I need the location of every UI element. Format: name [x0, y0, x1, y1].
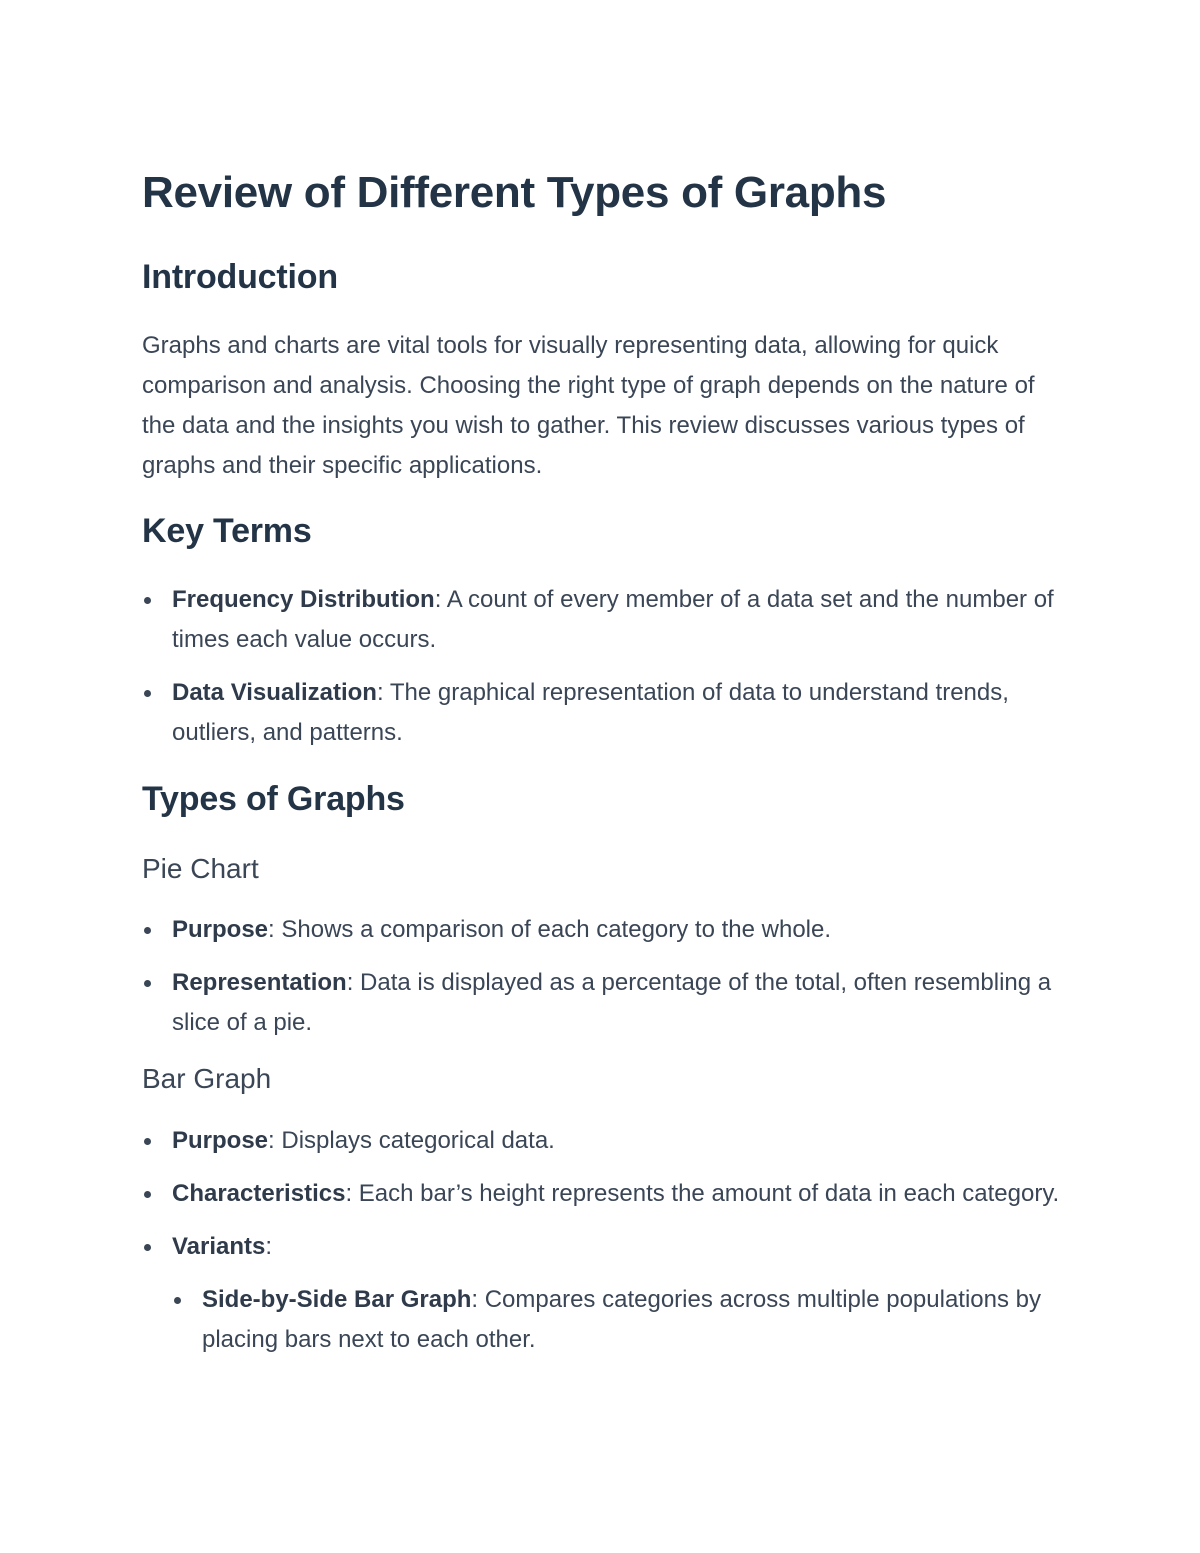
- term-label: Frequency Distribution: [172, 586, 435, 613]
- key-terms-heading: Key Terms: [142, 512, 312, 550]
- list-item: [142, 910, 1072, 950]
- list-item: [142, 963, 1072, 1043]
- term-label: Representation: [172, 969, 347, 996]
- term-definition: : The graphical representation of data to understand trends, outliers, and patterns.: [172, 679, 1009, 746]
- introduction-paragraph: Graphs and charts are vital tools for visually representing data, allowing for quick comparison and analysis. Choosing the right type of graph depends on the nature of the data and the insights you wish to gather. This review discusses various types of graphs and their specific applications.: [142, 332, 1035, 479]
- term-definition: :: [265, 1233, 273, 1260]
- bar-graph-heading: Bar Graph: [142, 1063, 272, 1094]
- term-definition: : Each bar’s height represents the amount of data in each category.: [345, 1180, 1060, 1207]
- variants-list: [172, 1280, 1072, 1360]
- term-definition: : Shows a comparison of each category to the whole.: [268, 916, 832, 943]
- term-label: Purpose: [172, 1127, 269, 1154]
- term-definition: : Data is displayed as a percentage of the total, often resembling a slice of a pie.: [172, 969, 1052, 1036]
- term-definition: : Compares categories across multiple populations by placing bars next to each other.: [202, 1286, 1042, 1353]
- list-item: [142, 1227, 1072, 1360]
- term-definition: : A count of every member of a data set and the number of times each value occurs.: [172, 586, 1054, 653]
- document-title: Review of Different Types of Graphs: [142, 168, 887, 217]
- term-label: Side-by-Side Bar Graph: [202, 1286, 472, 1313]
- term-label: Purpose: [172, 916, 269, 943]
- term-definition: : Displays categorical data.: [268, 1127, 555, 1154]
- term-label: Data Visualization: [172, 679, 377, 706]
- key-terms-list: [142, 580, 1072, 766]
- introduction-heading: Introduction: [142, 258, 338, 296]
- term-label: Variants: [172, 1233, 266, 1260]
- pie-chart-list: [142, 910, 1072, 1056]
- pie-chart-heading: Pie Chart: [142, 853, 259, 884]
- list-item: [142, 580, 1072, 660]
- list-item: [142, 1121, 1072, 1161]
- term-label: Characteristics: [172, 1180, 346, 1207]
- list-item: [142, 1174, 1072, 1214]
- bar-graph-list: [142, 1121, 1072, 1373]
- list-item: [172, 1280, 1072, 1360]
- types-of-graphs-heading: Types of Graphs: [142, 780, 405, 818]
- list-item: [142, 673, 1072, 753]
